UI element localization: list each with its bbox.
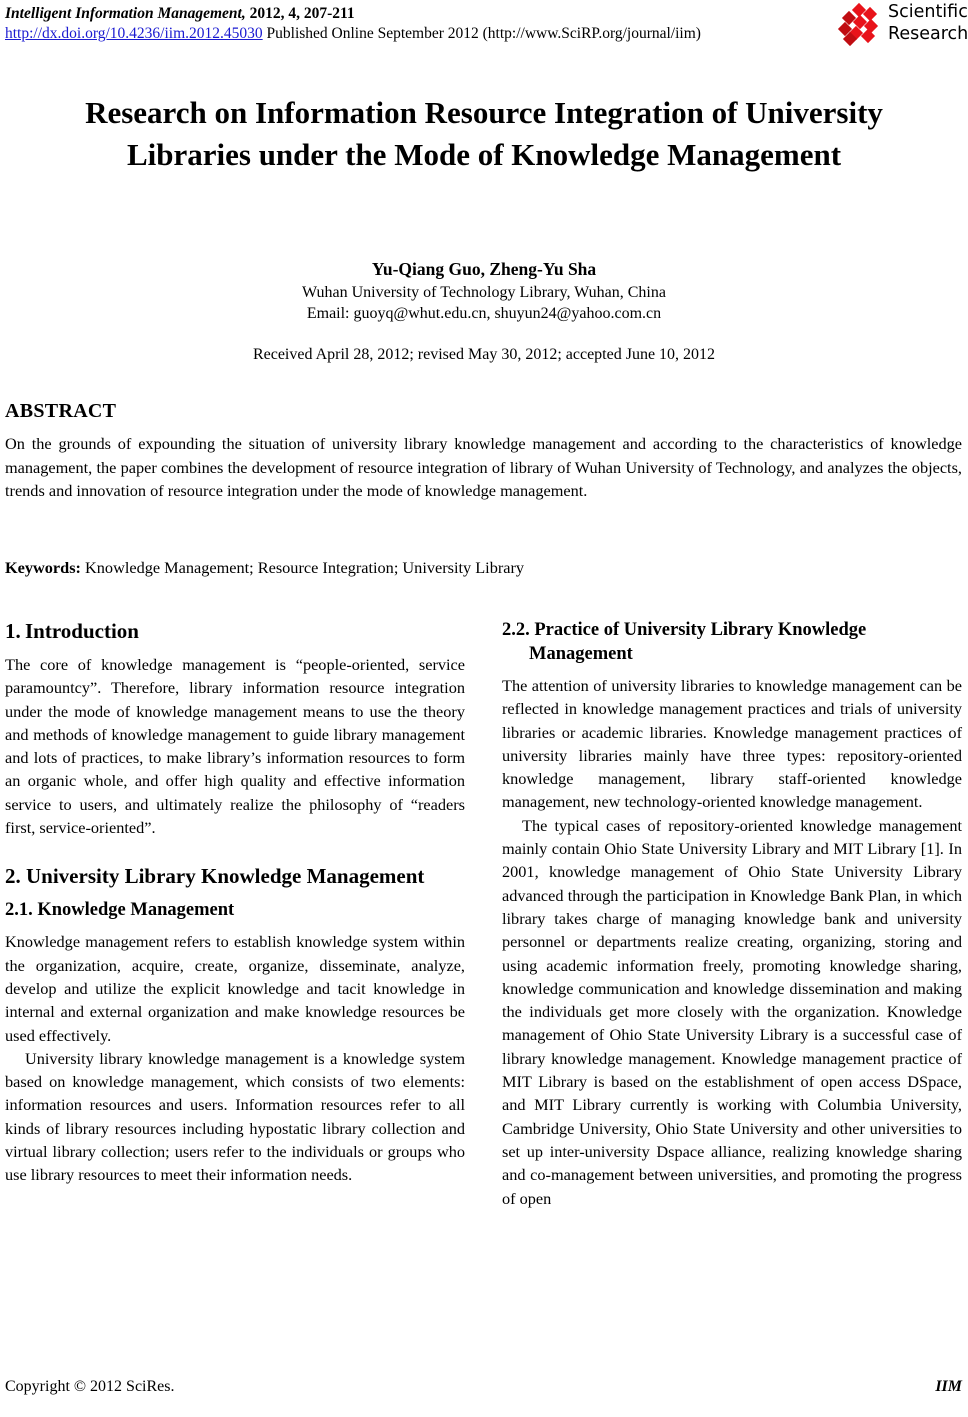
section-heading-2: 2. University Library Knowledge Management <box>5 864 425 889</box>
journal-abbreviation: IIM <box>935 1378 962 1395</box>
copyright-notice: Copyright © 2012 SciRes. <box>5 1378 175 1395</box>
abstract-heading: ABSTRACT <box>5 400 117 422</box>
keywords-label: Keywords: <box>5 558 81 577</box>
keywords-line <box>5 556 962 579</box>
section-heading-2-1: 2.1. Knowledge Management <box>5 900 235 921</box>
journal-citation-line <box>5 4 963 23</box>
author-emails: Email: guoyq@whut.edu.cn, shuyun24@yahoo.com.cn <box>306 305 662 322</box>
logo-text-line2: Research <box>888 24 968 44</box>
paragraph: The attention of university libraries to knowledge management can be reflected in knowledge management practices and trials of university libraries or academic libraries. Knowledge management practices of university libraries mainly have three types: repository-oriented knowledge management, library staff-oriented knowledge management, new technology-oriented knowledge management. <box>502 676 962 812</box>
section-heading-2-2: 2.2. Practice of University Library Knowledge Management <box>502 620 867 664</box>
keywords-value: Knowledge Management; Resource Integration; University Library <box>80 558 525 577</box>
diamond-cluster-icon <box>840 5 884 45</box>
scientific-research-logo <box>828 2 968 48</box>
journal-name: Intelligent Information Management, <box>5 5 246 22</box>
logo-wordmark <box>888 1 968 45</box>
abstract-text: On the grounds of expounding the situation of university library knowledge management and according to the characteristics of knowledge management, the paper combines the development of resource integration of library of Wuhan University of Technology, and analyzes the objects, trends and innovation of resource integration under the mode of knowledge management. <box>5 434 962 500</box>
body-left-column <box>5 618 465 1187</box>
page-header <box>5 4 963 50</box>
affiliation: Wuhan University of Technology Library, Wuhan, China <box>302 284 666 301</box>
doi-link[interactable]: http://dx.doi.org/10.4236/iim.2012.45030 <box>5 25 263 42</box>
paragraph: Knowledge management refers to establish knowledge system within the organization, acquire, create, organize, disseminate, analyze, develop and utilize the explicit knowledge and tacit knowledge in internal and external organization and make knowledge resources be used effectively. <box>5 932 465 1045</box>
submission-dates: Received April 28, 2012; revised May 30, 2012; accepted June 10, 2012 <box>252 346 716 363</box>
section-heading-1 <box>5 618 465 644</box>
section-number-1: 1. <box>5 619 21 643</box>
paragraph: The typical cases of repository-oriented knowledge management mainly contain Ohio State University Library and MIT Library [1]. In 2001, knowledge management of Ohio State University Library advanced through the participation in Knowledge Bank Plan, in which library takes charge of managing knowledge bank and university personnel or departments realize creating, organizing, storing and using academic information freely, promoting knowledge sharing, knowledge communication and knowledge dissemination and making the individuals get more closely with the organization. Knowledge management of Ohio State University Library is a successful case of library knowledge management. Knowledge management practice of MIT Library is based on the establishment of open access DSpace, and MIT Library currently is working with Columbia University, Cambridge University, Ohio State University and other universities to set up inter-university Dspace alliance, realizing knowledge sharing and co-management between universities, and promoting the progress of open <box>502 815 962 1208</box>
paragraph: University library knowledge management is a knowledge system based on knowledge management, which consists of two elements: information resources and users. Information resources refer to all kinds of library resources including hypostatic library collection and virtual library collection; users refer to the individuals or groups who use library resources to meet their information needs. <box>5 1048 465 1185</box>
paragraph: The core of knowledge management is “people-oriented, service paramountcy”. Therefore, library information resource integration under the mode of knowledge management means to use the theory and methods of knowledge management to guide library management and lots of practices, to make library’s information resources to form an organic whole, and offer high quality and effective information service to users, and ultimately realize the philosophy of “readers first, service-oriented”. <box>5 655 465 838</box>
doi-publication-line <box>5 24 963 43</box>
article-title: Research on Information Resource Integration of University Libraries under the Mode of Knowledge Management <box>85 95 883 172</box>
body-right-column <box>502 618 962 1210</box>
journal-issue-pages: 2012, 4, 207-211 <box>245 5 355 22</box>
publication-info: Published Online September 2012 (http://www.SciRP.org/journal/iim) <box>262 25 701 42</box>
author-list: Yu-Qiang Guo, Zheng-Yu Sha <box>371 259 597 279</box>
section-title-1: Introduction <box>25 619 139 643</box>
logo-text-line1: Scientific <box>888 2 968 22</box>
